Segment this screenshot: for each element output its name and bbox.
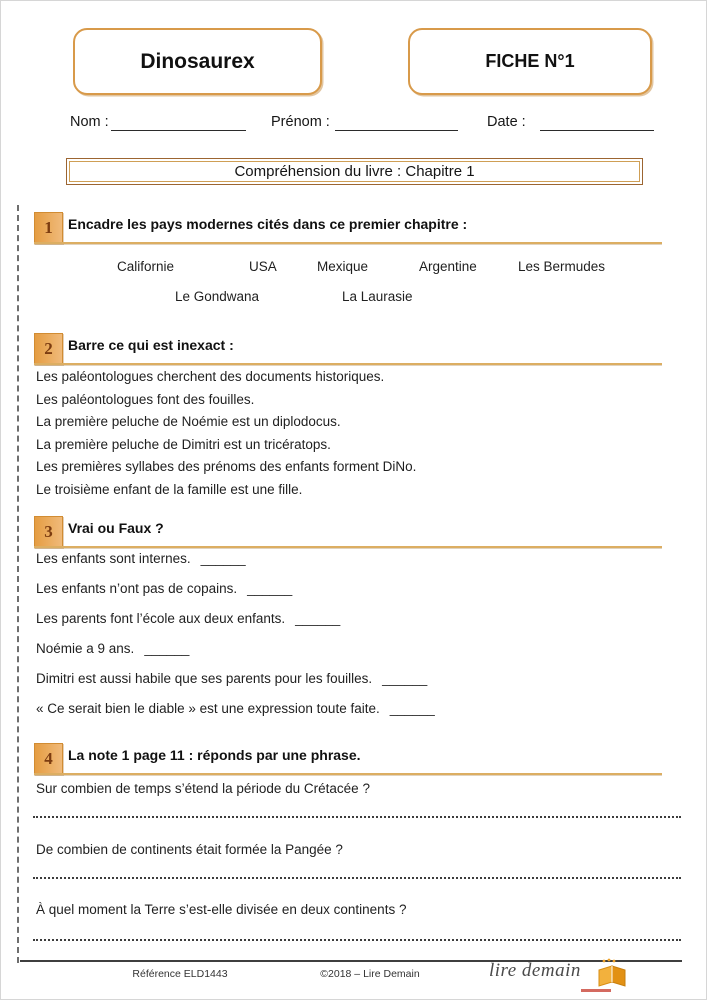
prenom-blank [335,130,458,131]
question-text: De combien de continents était formée la Pangée ? [36,842,343,857]
statement-item: Les premières syllabes des prénoms des enfants forment DiNo. [36,459,417,474]
statement-item: Les paléontologues font des fouilles. [36,392,255,407]
country-option: Les Bermudes [518,259,606,274]
answer-dotted-line [33,816,681,818]
statement-item: La première peluche de Dimitri est un tricératops. [36,437,331,452]
truefalse-statement: Les parents font l’école aux deux enfants. ______ [36,611,341,626]
answer-blank: ______ [247,581,293,596]
exercise-heading: Vrai ou Faux ? [68,520,164,536]
country-option: La Laurasie [342,289,413,304]
answer-blank: ______ [144,641,190,656]
country-option: Mexique [317,259,369,274]
date-label: Date : [487,114,526,130]
heading-rule [34,363,662,365]
banner-title: Compréhension du livre : Chapitre 1 [234,163,475,180]
heading-rule [34,546,662,548]
logo-tagline [581,989,611,992]
date-blank [540,130,654,131]
exercise-number-badge: 2 [34,333,63,365]
nom-label: Nom : [70,114,109,130]
statement-item: Les paléontologues cherchent des documents historiques. [36,369,385,384]
footer-copyright: ©2018 – Lire Demain [320,968,420,980]
answer-blank: ______ [389,701,435,716]
answer-blank: ______ [200,551,246,566]
exercise-number-badge: 1 [34,212,63,244]
sheet-number-box [408,28,652,95]
country-option: Argentine [419,259,477,274]
statement-item: La première peluche de Noémie est un diplodocus. [36,414,341,429]
truefalse-statement: Les enfants n’ont pas de copains. ______ [36,581,293,596]
prenom-label: Prénom : [271,114,330,130]
footer-reference: Référence ELD1443 [132,968,228,980]
exercise-heading: La note 1 page 11 : réponds par une phrase. [68,747,361,763]
exercise-number-badge: 4 [34,743,63,775]
country-option: Le Gondwana [175,289,260,304]
question-text: À quel moment la Terre s’est-elle divisée en deux continents ? [36,902,407,917]
exercise-heading: Encadre les pays modernes cités dans ce premier chapitre : [68,216,468,232]
truefalse-statement: Dimitri est aussi habile que ses parents pour les fouilles. ______ [36,671,428,686]
answer-dotted-line [33,939,681,941]
cut-line [17,205,19,963]
country-option: USA [249,259,277,274]
country-option: Californie [117,259,175,274]
logo-text: lire demain [489,960,581,981]
heading-rule [34,773,662,775]
heading-rule [34,242,662,244]
answer-blank: ______ [382,671,428,686]
truefalse-statement: « Ce serait bien le diable » est une expression toute faite. ______ [36,701,435,716]
answer-dotted-line [33,877,681,879]
nom-blank [111,130,246,131]
logo [489,958,649,998]
question-text: Sur combien de temps s’étend la période du Crétacée ? [36,781,370,796]
banner-title-box [66,158,643,185]
sheet-number: FICHE N°1 [485,51,575,71]
truefalse-statement: Noémie a 9 ans. ______ [36,641,190,656]
statement-item: Le troisième enfant de la famille est une fille. [36,482,303,497]
answer-blank: ______ [295,611,341,626]
exercise-heading: Barre ce qui est inexact : [68,337,234,353]
book-title-box [73,28,322,95]
exercise-number-badge: 3 [34,516,63,548]
truefalse-statement: Les enfants sont internes. ______ [36,551,246,566]
book-title: Dinosaurex [140,49,255,73]
